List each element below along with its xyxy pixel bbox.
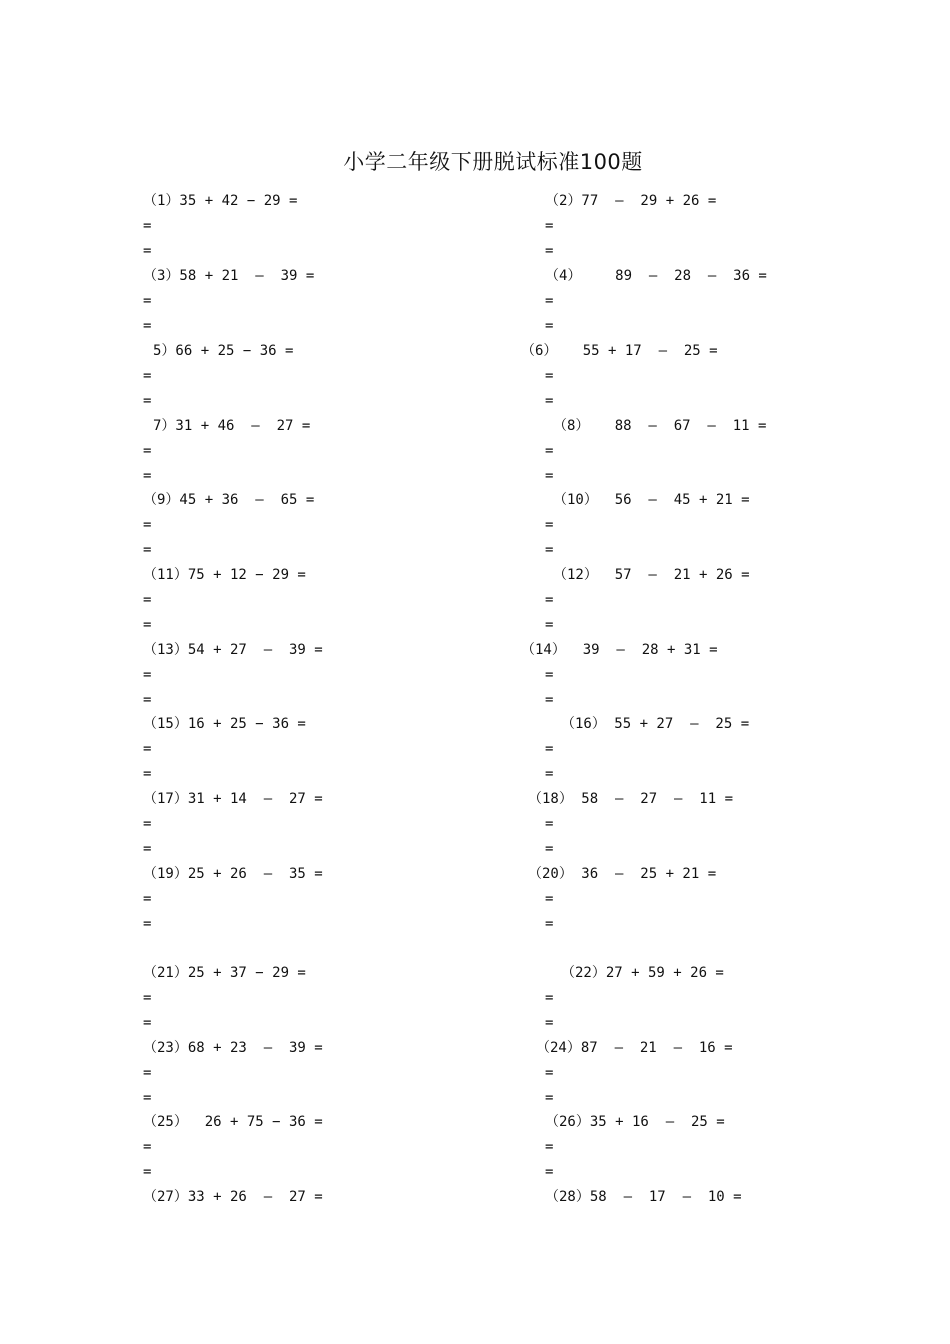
equals-line: = <box>545 542 554 558</box>
problem-10 <box>545 492 945 567</box>
problem-9 <box>143 492 543 567</box>
problem-3 <box>143 268 543 343</box>
equals-line: = <box>143 592 152 608</box>
problem-expression: （12） 57 – 21 + 26 = <box>553 567 750 583</box>
problem-expression: （26）35 + 16 – 25 = <box>545 1114 725 1130</box>
problem-26 <box>545 1114 945 1189</box>
equals-line: = <box>545 1164 554 1180</box>
equals-line: = <box>545 816 554 832</box>
equals-line: = <box>143 741 152 757</box>
equals-line: = <box>143 916 152 932</box>
problem-expression: 5）66 + 25 − 36 = <box>153 343 294 359</box>
problem-expression: （6） 55 + 17 – 25 = <box>521 343 718 359</box>
problem-27 <box>143 1189 543 1214</box>
problem-expression: （18） 58 – 27 – 11 = <box>528 791 734 807</box>
equals-line: = <box>143 243 152 259</box>
equals-line: = <box>545 243 554 259</box>
equals-line: = <box>143 293 152 309</box>
equals-line: = <box>545 741 554 757</box>
problem-20 <box>528 866 928 941</box>
equals-line: = <box>143 368 152 384</box>
equals-line: = <box>143 1015 152 1031</box>
equals-line: = <box>545 1090 554 1106</box>
equals-line: = <box>143 617 152 633</box>
problem-4 <box>545 268 945 343</box>
equals-line: = <box>143 990 152 1006</box>
problem-24 <box>536 1040 936 1115</box>
equals-line: = <box>143 816 152 832</box>
problem-17 <box>143 791 543 866</box>
problem-expression: （10） 56 – 45 + 21 = <box>553 492 750 508</box>
equals-line: = <box>143 692 152 708</box>
equals-line: = <box>545 1065 554 1081</box>
equals-line: = <box>545 667 554 683</box>
problem-expression: （28）58 – 17 – 10 = <box>545 1189 742 1205</box>
problem-6 <box>521 343 921 418</box>
problem-21 <box>143 965 543 1040</box>
problem-18 <box>528 791 928 866</box>
equals-line: = <box>545 293 554 309</box>
problem-expression: （16） 55 + 27 – 25 = <box>561 716 750 732</box>
equals-line: = <box>545 891 554 907</box>
equals-line: = <box>545 468 554 484</box>
problem-expression: （3）58 + 21 – 39 = <box>143 268 315 284</box>
problem-expression: （1）35 + 42 − 29 = <box>143 193 298 209</box>
problem-15 <box>143 716 543 791</box>
equals-line: = <box>143 318 152 334</box>
problem-expression: （22）27 + 59 + 26 = <box>561 965 724 981</box>
equals-line: = <box>545 1139 554 1155</box>
equals-line: = <box>545 393 554 409</box>
problem-7 <box>143 418 543 493</box>
problem-12 <box>545 567 945 642</box>
problem-19 <box>143 866 543 941</box>
problem-11 <box>143 567 543 642</box>
problem-expression: （21）25 + 37 − 29 = <box>143 965 306 981</box>
equals-line: = <box>545 692 554 708</box>
equals-line: = <box>545 592 554 608</box>
problem-expression: （25） 26 + 75 − 36 = <box>143 1114 323 1130</box>
problem-28 <box>545 1189 945 1214</box>
equals-line: = <box>143 218 152 234</box>
equals-line: = <box>545 318 554 334</box>
problem-expression: （14） 39 – 28 + 31 = <box>521 642 718 658</box>
problem-expression: （8） 88 – 67 – 11 = <box>553 418 767 434</box>
problem-8 <box>545 418 945 493</box>
equals-line: = <box>143 667 152 683</box>
problem-13 <box>143 642 543 717</box>
equals-line: = <box>143 517 152 533</box>
equals-line: = <box>545 1015 554 1031</box>
equals-line: = <box>143 468 152 484</box>
equals-line: = <box>143 1065 152 1081</box>
problem-expression: （24）87 – 21 – 16 = <box>536 1040 733 1056</box>
problem-5 <box>143 343 543 418</box>
problem-expression: （20） 36 – 25 + 21 = <box>528 866 717 882</box>
equals-line: = <box>143 393 152 409</box>
problem-expression: （19）25 + 26 – 35 = <box>143 866 323 882</box>
problem-expression: （11）75 + 12 − 29 = <box>143 567 306 583</box>
equals-line: = <box>545 916 554 932</box>
equals-line: = <box>545 517 554 533</box>
problem-expression: （4） 89 – 28 – 36 = <box>545 268 767 284</box>
problem-16 <box>545 716 945 791</box>
problem-25 <box>143 1114 543 1189</box>
problem-expression: （9）45 + 36 – 65 = <box>143 492 315 508</box>
equals-line: = <box>545 218 554 234</box>
equals-line: = <box>143 891 152 907</box>
equals-line: = <box>143 542 152 558</box>
equals-line: = <box>143 766 152 782</box>
equals-line: = <box>545 766 554 782</box>
problem-expression: 7）31 + 46 – 27 = <box>153 418 311 434</box>
problem-expression: （17）31 + 14 – 27 = <box>143 791 323 807</box>
equals-line: = <box>143 1090 152 1106</box>
problem-23 <box>143 1040 543 1115</box>
equals-line: = <box>143 841 152 857</box>
equals-line: = <box>545 443 554 459</box>
problem-2 <box>545 193 945 268</box>
problem-expression: （27）33 + 26 – 27 = <box>143 1189 323 1205</box>
problem-22 <box>545 965 945 1040</box>
equals-line: = <box>545 617 554 633</box>
page-title: 小学二年级下册脱试标准100题 <box>343 150 643 174</box>
problem-14 <box>521 642 921 717</box>
problem-expression: （23）68 + 23 – 39 = <box>143 1040 323 1056</box>
equals-line: = <box>143 1139 152 1155</box>
equals-line: = <box>545 990 554 1006</box>
equals-line: = <box>545 841 554 857</box>
equals-line: = <box>143 1164 152 1180</box>
problem-expression: （13）54 + 27 – 39 = <box>143 642 323 658</box>
problem-1 <box>143 193 543 268</box>
problem-expression: （2）77 – 29 + 26 = <box>545 193 717 209</box>
equals-line: = <box>545 368 554 384</box>
equals-line: = <box>143 443 152 459</box>
problem-expression: （15）16 + 25 − 36 = <box>143 716 306 732</box>
